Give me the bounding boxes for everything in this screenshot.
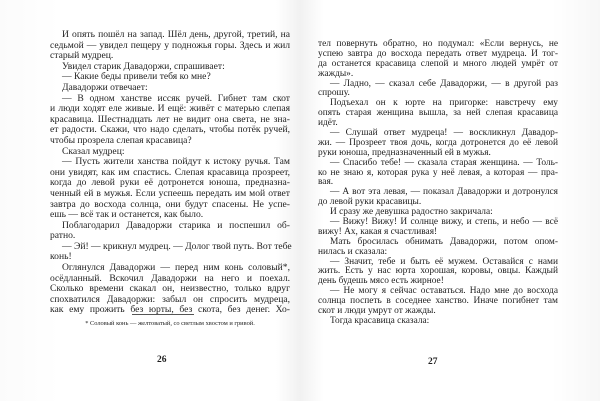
paragraph — [318, 238, 558, 258]
paragraph — [318, 188, 558, 208]
paragraph — [50, 30, 290, 62]
page-number-right: 27 — [428, 357, 438, 367]
text-line: Сколько времени скакал он, неизвестно, только вдруг — [50, 283, 290, 295]
text-line: — Значит, тебе и быть её мужем. Оставайся с нами — [330, 256, 558, 267]
footnote-divider — [132, 314, 194, 315]
text-line: конь! — [50, 251, 72, 263]
text-line: Подъехал он к юрте на пригорке: навстречу ему — [330, 98, 558, 109]
footnote: * Соловый конь — желтоватый, со светлым хвостом и гривой. — [85, 320, 255, 327]
left-page-text — [50, 30, 290, 316]
paragraph — [50, 157, 290, 221]
paragraph — [318, 129, 558, 159]
paragraph — [318, 80, 558, 100]
text-line: — Какие беды привели тебя ко мне? — [62, 71, 211, 83]
text-line: вая. — [318, 177, 334, 188]
text-line: Давадоржи отвечает: — [62, 81, 148, 93]
text-line: старый мудрец. — [50, 50, 114, 62]
text-line: — Эй! — крикнул мудрец. — Долог твой путь. Вот тебе — [62, 240, 292, 252]
text-line: — Слушай ответ мудреца! — воскликнул Давадор- — [330, 128, 558, 139]
paragraph — [318, 317, 558, 327]
text-line: ет радости. Скажи, что надо сделать, чтобы потёк ручей, — [50, 124, 290, 136]
text-line: жить. Есть у нас юрта хорошая, коровы, овцы. Каждый — [318, 266, 558, 277]
paragraph — [50, 94, 290, 147]
text-line: — А вот эта левая, — показал Давадоржи и дотронулся — [330, 187, 558, 198]
text-line: ешь — всё так и останется, как было. — [50, 209, 204, 221]
text-line: седьмой — увидел пещеру у подножья горы. Здесь и жил — [50, 39, 290, 51]
paragraph — [318, 40, 558, 80]
text-line: идёт. — [318, 118, 338, 129]
text-line: жажды». — [318, 68, 354, 79]
text-line: как ему прожить без юрты, без скота, без денег. Хо- — [50, 304, 290, 316]
text-line: — Вижу! Вижу! И солнце вижу, и степь, и небо — всё — [330, 217, 558, 228]
text-line: до левой руки красавицы. — [318, 197, 422, 208]
text-line: успею завтра до восхода передать ответ мудреца. И тог- — [318, 48, 558, 59]
text-line: осёдланный. Вскочил Давадоржи на него и поехал. — [50, 272, 290, 284]
paragraph — [50, 242, 290, 263]
paragraph — [318, 99, 558, 129]
text-line: нилась и сказала: — [318, 246, 388, 257]
text-line: и люди ходят еле живые. И ещё: живёт с матерью слепая — [50, 103, 290, 115]
paragraph — [318, 218, 558, 238]
paragraph — [50, 263, 290, 316]
text-line: ко не знаю я, которая рука у неё левая, а которая — пра- — [318, 167, 558, 178]
text-line: вижу! Ах, какая я счастливая! — [318, 226, 438, 237]
paragraph — [318, 159, 558, 189]
text-line: спрошу. — [318, 88, 350, 99]
text-line: день будешь мясо есть жирное! — [318, 276, 444, 287]
text-line: завтра до восхода солнца, они будут спасены. Не успе- — [50, 198, 290, 210]
paragraph — [50, 221, 290, 242]
text-line: — Не могу я сейчас оставаться. Надо мне до восхода — [330, 286, 558, 297]
text-line: Сказал мудрец: — [62, 145, 125, 157]
text-line: — Спасибо тебе! — сказала старая женщина. — Толь- — [330, 157, 558, 168]
paragraph — [50, 83, 290, 94]
text-line: красавица. Шестнадцать лет не видит она света, не зна- — [50, 113, 290, 125]
text-line: И опять пошёл на запад. Шёл день, другой, третий, на — [62, 29, 290, 40]
text-line: ченный ей в мужья. Если успеешь передать им мой ответ — [50, 187, 290, 199]
text-line: солнца поспеть в соседнее ханство. Иначе погибнет там — [318, 296, 558, 307]
text-line: опять старая женщина вышла, за ней слепая красавица — [318, 108, 558, 119]
text-line: — Пусть жители ханства пойдут к истоку ручья. Там — [62, 156, 290, 168]
text-line: Увидел старик Давадоржи, спрашивает: — [62, 60, 225, 72]
text-line: спохватился Давадоржи: забыл он спросить мудреца, — [50, 293, 290, 305]
text-line: жи. — Прозреет твоя дочь, когда дотронется до её левой — [318, 137, 558, 148]
text-line: ратно. — [50, 230, 76, 242]
text-line: И сразу же девушка радостно закричала: — [330, 207, 493, 218]
text-line: Мать бросилась обнимать Давадоржи, потом опом- — [330, 236, 558, 247]
text-line: — В одном ханстве иссяк ручей. Гибнет там скот — [62, 92, 290, 104]
text-line: Поблагодарил Давадоржи старика и поспешил об- — [62, 219, 290, 231]
text-line: Тогда красавица сказала: — [330, 315, 430, 326]
text-line: — Ладно, — сказал себе Давадоржи, — в другой раз — [330, 78, 558, 89]
text-line: тел повернуть обратно, но подумал: «Если вернусь, не — [318, 39, 558, 49]
text-line: руки юноша, предназначенный ей в мужья. — [318, 147, 491, 158]
text-line: Оглянулся Давадоржи — перед ним конь соловый*, — [62, 262, 290, 274]
right-page-text — [318, 40, 558, 327]
text-line: когда до левой руки её дотронется юноша, предназна- — [50, 177, 290, 189]
text-line: они увидят, как им спастись. Слепая красавица прозреет, — [50, 166, 290, 178]
text-line: чтобы прозрела слепая красавица? — [50, 134, 192, 146]
paragraph — [318, 287, 558, 317]
page-number-left: 26 — [157, 355, 167, 365]
text-line: скот и люди умрут от жажды. — [318, 306, 436, 317]
paragraph — [318, 258, 558, 288]
text-line: да останется красавица слепой и много людей умрёт от — [318, 58, 558, 69]
